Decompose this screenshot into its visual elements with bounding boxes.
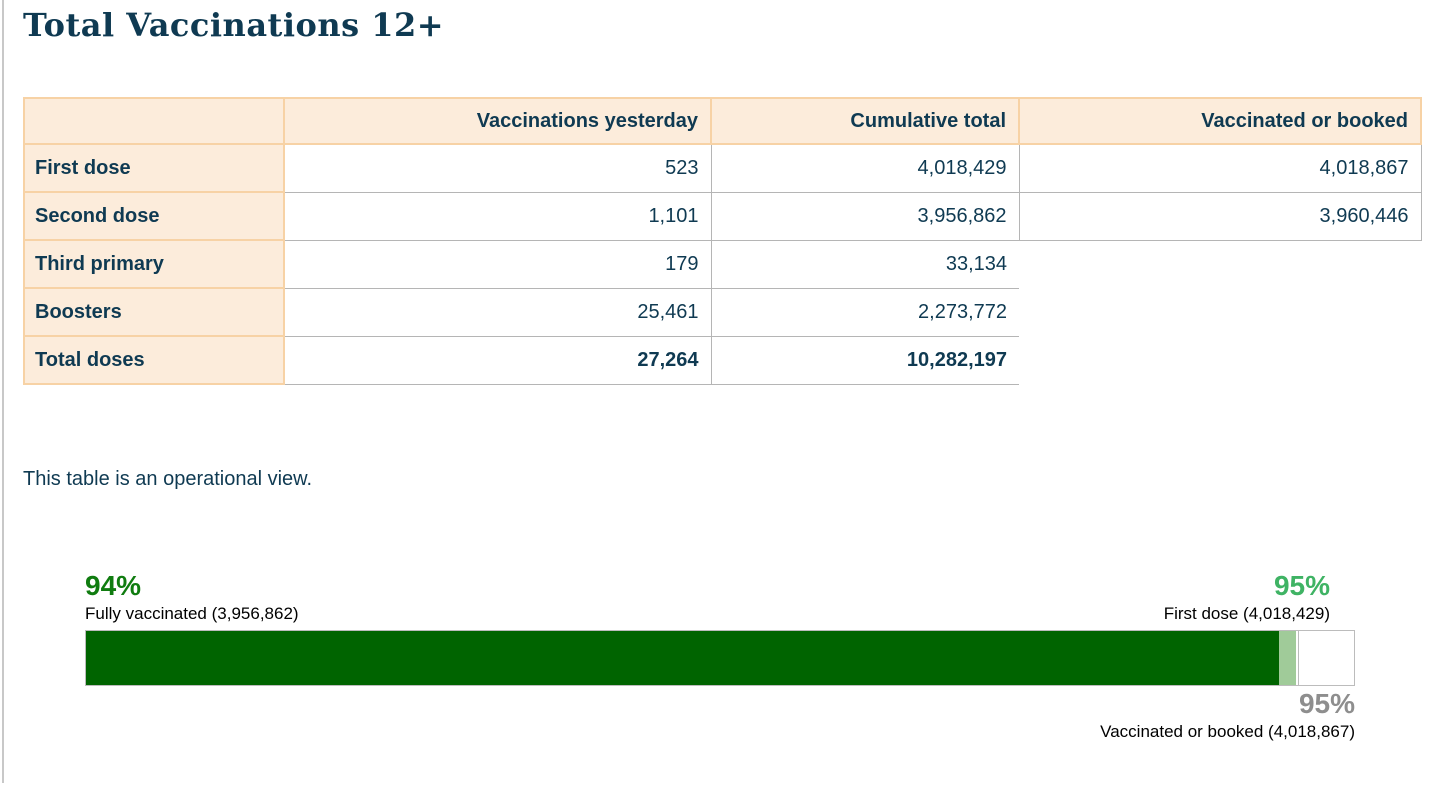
table-row-boosters bbox=[24, 288, 1421, 336]
column-header-vaccinations-yesterday: Vaccinations yesterday bbox=[284, 98, 711, 144]
table-row-total-doses bbox=[24, 336, 1421, 384]
cell-booked-empty bbox=[1019, 288, 1421, 336]
first-dose-label-block bbox=[1164, 570, 1330, 625]
cell-yesterday: 27,264 bbox=[284, 336, 711, 384]
operational-note: This table is an operational view. bbox=[23, 468, 313, 490]
cell-yesterday: 523 bbox=[284, 144, 711, 192]
first-dose-caption: First dose (4,018,429) bbox=[1163, 604, 1330, 623]
cell-booked: 3,960,446 bbox=[1019, 192, 1421, 240]
cell-cumulative: 2,273,772 bbox=[711, 288, 1019, 336]
fully-vaccinated-caption: Fully vaccinated (3,956,862) bbox=[85, 604, 299, 623]
vaccination-progress-chart bbox=[85, 570, 1355, 755]
table-row-first-dose bbox=[24, 144, 1421, 192]
column-header-vaccinated-or-booked: Vaccinated or booked bbox=[1019, 98, 1421, 144]
first-dose-segment bbox=[1279, 631, 1296, 685]
cell-cumulative: 10,282,197 bbox=[711, 336, 1019, 384]
first-dose-percent: 95% bbox=[1273, 570, 1330, 601]
cell-booked: 4,018,867 bbox=[1019, 144, 1421, 192]
cell-yesterday: 179 bbox=[284, 240, 711, 288]
fully-vaccinated-percent: 94% bbox=[85, 570, 142, 601]
vaccinated-or-booked-percent: 95% bbox=[1298, 688, 1355, 719]
row-label: Total doses bbox=[24, 336, 284, 384]
remainder-segment bbox=[1298, 631, 1354, 685]
table-row-second-dose bbox=[24, 192, 1421, 240]
vaccinations-table bbox=[23, 97, 1422, 385]
cell-cumulative: 33,134 bbox=[711, 240, 1019, 288]
table-header-row bbox=[24, 98, 1421, 144]
cell-booked-empty bbox=[1019, 240, 1421, 288]
progress-bar bbox=[85, 630, 1355, 686]
table-row-third-primary bbox=[24, 240, 1421, 288]
column-header-cumulative-total: Cumulative total bbox=[711, 98, 1019, 144]
cell-booked-empty bbox=[1019, 336, 1421, 384]
row-label: Second dose bbox=[24, 192, 284, 240]
cell-yesterday: 1,101 bbox=[284, 192, 711, 240]
page-left-rule bbox=[2, 0, 4, 783]
page-title: Total Vaccinations 12+ bbox=[23, 6, 445, 44]
fully-vaccinated-segment bbox=[86, 631, 1279, 685]
row-label: Third primary bbox=[24, 240, 284, 288]
vaccinated-or-booked-caption: Vaccinated or booked (4,018,867) bbox=[1100, 722, 1355, 741]
vaccinated-or-booked-label-block bbox=[1100, 688, 1355, 743]
row-label: First dose bbox=[24, 144, 284, 192]
cell-cumulative: 3,956,862 bbox=[711, 192, 1019, 240]
column-header-blank bbox=[24, 98, 284, 144]
cell-cumulative: 4,018,429 bbox=[711, 144, 1019, 192]
fully-vaccinated-label-block bbox=[85, 570, 299, 625]
cell-yesterday: 25,461 bbox=[284, 288, 711, 336]
row-label: Boosters bbox=[24, 288, 284, 336]
